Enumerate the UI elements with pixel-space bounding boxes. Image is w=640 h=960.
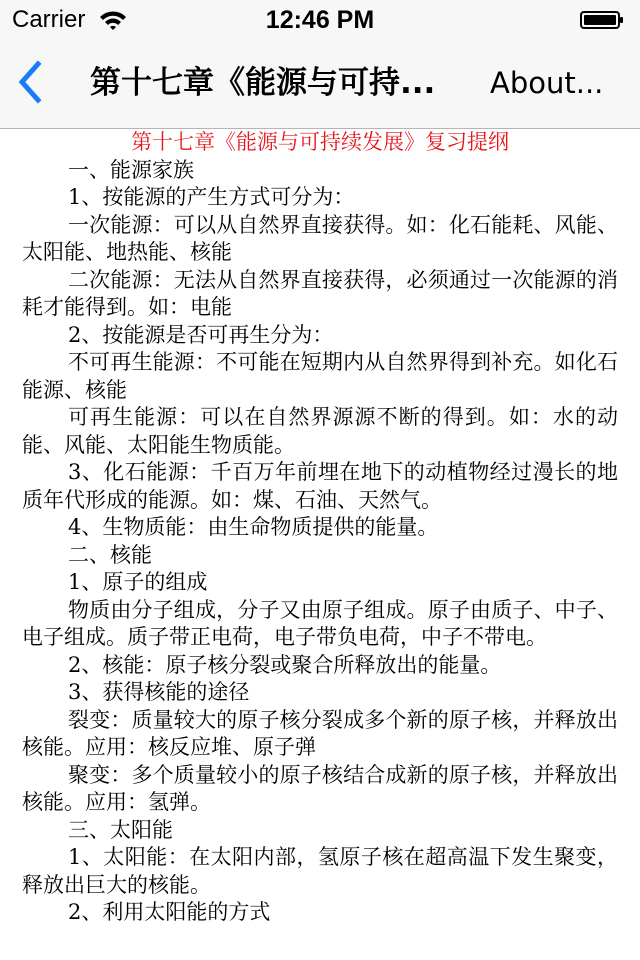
paragraph: 裂变：质量较大的原子核分裂成多个新的原子核，并释放出核能。应用：核反应堆、原子弹 — [22, 707, 618, 759]
battery-icon — [580, 11, 624, 29]
paragraph: 可再生能源：可以在自然界源源不断的得到。如：水的动能、风能、太阳能生物质能。 — [22, 405, 618, 457]
paragraph: 2、利用太阳能的方式 — [68, 900, 271, 924]
paragraph: 二次能源：无法从自然界直接获得，必须通过一次能源的消耗才能得到。如：电能 — [22, 267, 618, 319]
document-content[interactable] — [22, 128, 618, 960]
paragraph: 1、太阳能：在太阳内部，氢原子核在超高温下发生聚变，释放出巨大的核能。 — [22, 845, 618, 897]
paragraph: 一次能源：可以从自然界直接获得。如：化石能耗、风能、太阳能、地热能、核能 — [22, 212, 618, 264]
document-title: 第十七章《能源与可持续发展》复习提纲 — [131, 130, 509, 154]
paragraph: 一、能源家族 — [68, 157, 194, 182]
paragraph: 3、化石能源：千百万年前埋在地下的动植物经过漫长的地质年代形成的能源。如：煤、石油、天然气。 — [22, 460, 618, 512]
paragraph: 二、核能 — [68, 542, 152, 567]
status-time: 12:46 PM — [265, 6, 375, 34]
paragraph: 4、生物质能：由生命物质提供的能量。 — [68, 515, 439, 539]
paragraph: 3、获得核能的途径 — [68, 680, 250, 704]
paragraph: 1、原子的组成 — [68, 570, 208, 594]
back-button[interactable] — [10, 58, 54, 106]
paragraph-list — [22, 157, 618, 927]
page-title: 第十七章《能源与可持... — [90, 65, 436, 101]
paragraph: 三、太阳能 — [68, 817, 173, 842]
paragraph: 2、核能：原子核分裂或聚合所释放出的能量。 — [68, 652, 502, 677]
paragraph: 2、按能源是否可再生分为： — [68, 322, 334, 347]
paragraph: 聚变：多个质量较小的原子核结合成新的原子核，并释放出核能。应用：氢弹。 — [22, 762, 618, 814]
paragraph: 物质由分子组成，分子又由原子组成。原子由质子、中子、电子组成。质子带正电荷，电子带负电荷，中子不带电。 — [22, 597, 618, 649]
paragraph: 1、按能源的产生方式可分为： — [68, 185, 355, 209]
paragraph: 不可再生能源：不可能在短期内从自然界得到补充。如化石能源、核能 — [22, 350, 618, 402]
about-button[interactable]: About... — [490, 66, 604, 100]
navigation-bar — [0, 40, 640, 129]
chevron-left-icon — [10, 58, 54, 106]
carrier-label: Carrier — [12, 6, 86, 33]
status-bar — [0, 0, 640, 40]
